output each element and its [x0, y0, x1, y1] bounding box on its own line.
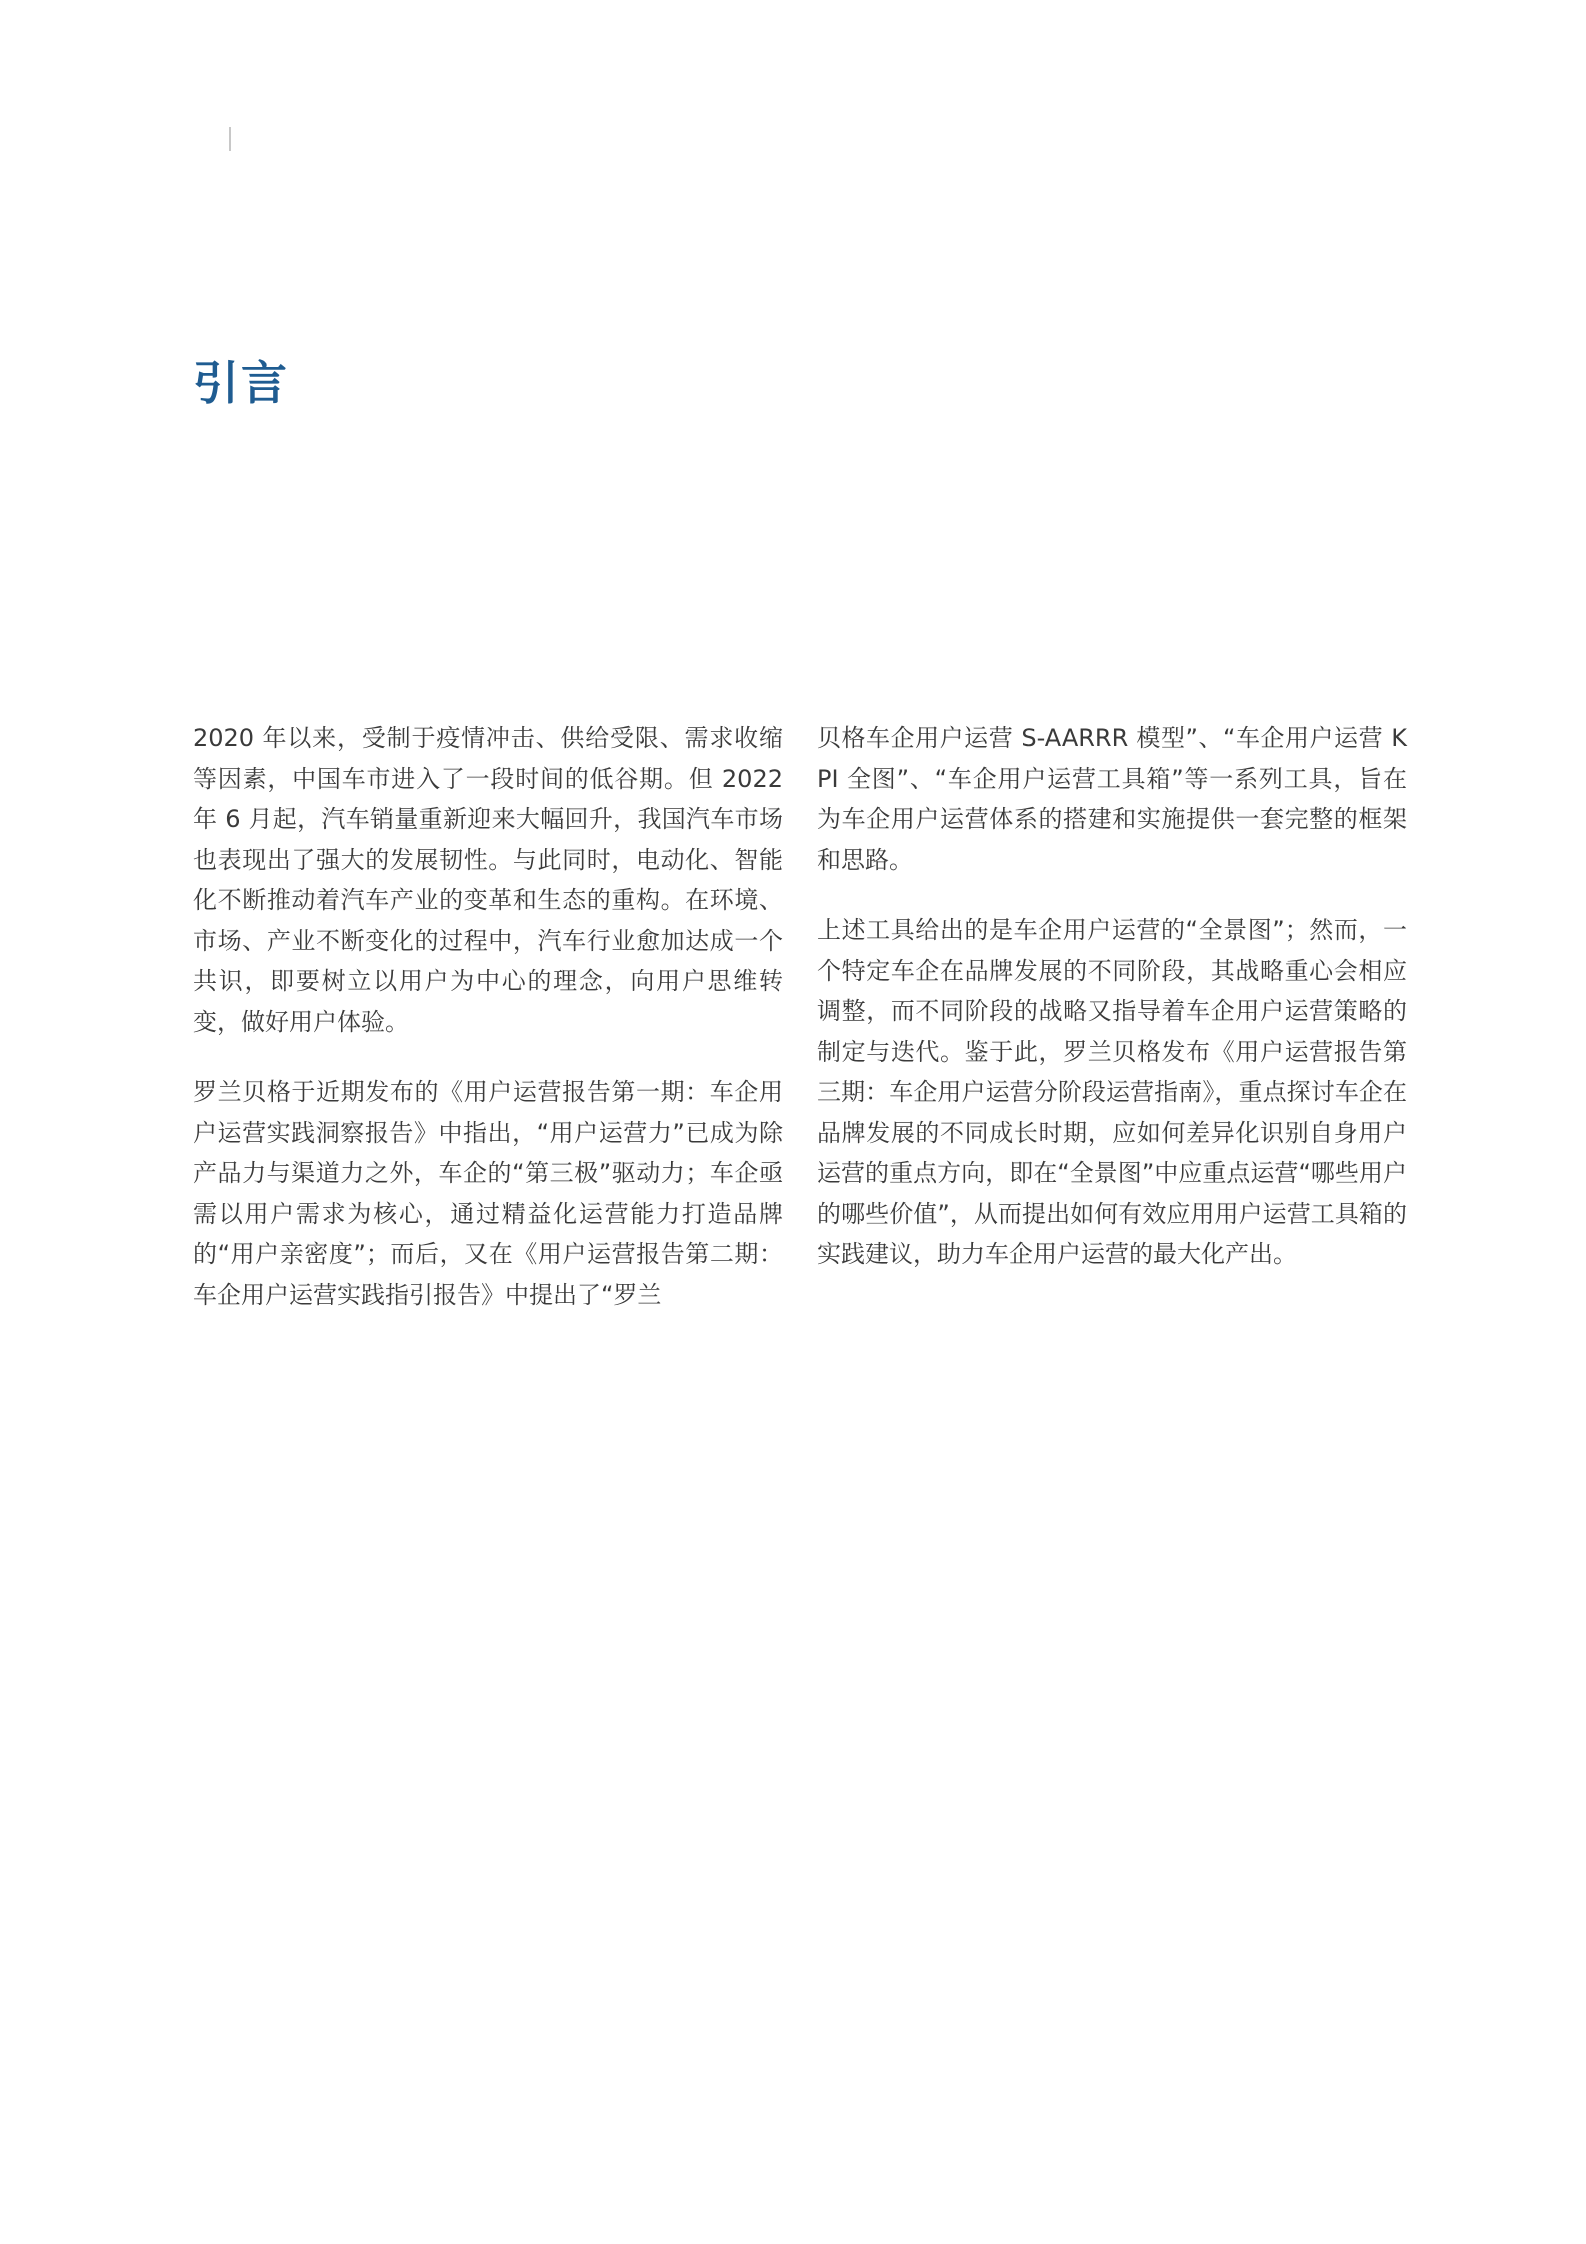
paragraph: 上述工具给出的是车企用户运营的“全景图”；然而，一个特定车企在品牌发展的不同阶段，其战略重心会相应调整，而不同阶段的战略又指导着车企用户运营策略的制定与迭代。鉴于此，罗兰贝格发布《用户运营报告第三期：车企用户运营分阶段运营指南》，重点探讨车企在品牌发展的不同成长时期，应如何差异化识别自身用户运营的重点方向，即在“全景图”中应重点运营“哪些用户的哪些价值”，从而提出如何有效应用用户运营工具箱的实践建议，助力车企用户运营的最大化产出。 — [817, 916, 1407, 1268]
right-column — [817, 718, 1407, 1305]
paragraph: 2020 年以来，受制于疫情冲击、供给受限、需求收缩等因素，中国车市进入了一段时间的低谷期。但 2022 年 6 月起，汽车销量重新迎来大幅回升，我国汽车市场也表现出了强大的发展韧性。与此同时，电动化、智能化不断推动着汽车产业的变革和生态的重构。在环境、市场、产业不断变化的过程中，汽车行业愈加达成一个共识，即要树立以用户为中心的理念，向用户思维转变，做好用户体验。 — [193, 724, 783, 1036]
left-column — [193, 718, 783, 1345]
paragraph: 罗兰贝格于近期发布的《用户运营报告第一期：车企用户运营实践洞察报告》中指出，“用户运营力”已成为除产品力与渠道力之外，车企的“第三极”驱动力；车企亟需以用户需求为核心，通过精益化运营能力打造品牌的“用户亲密度”；而后，又在《用户运营报告第二期：车企用户运营实践指引报告》中提出了“罗兰 — [193, 1078, 783, 1309]
page-title: 引言 — [193, 356, 289, 410]
paragraph: 贝格车企用户运营 S-AARRR 模型”、“车企用户运营 KPI 全图”、“车企用户运营工具箱”等一系列工具，旨在为车企用户运营体系的搭建和实施提供一套完整的框架和思路。 — [817, 724, 1407, 874]
page-marker-line — [229, 127, 231, 151]
